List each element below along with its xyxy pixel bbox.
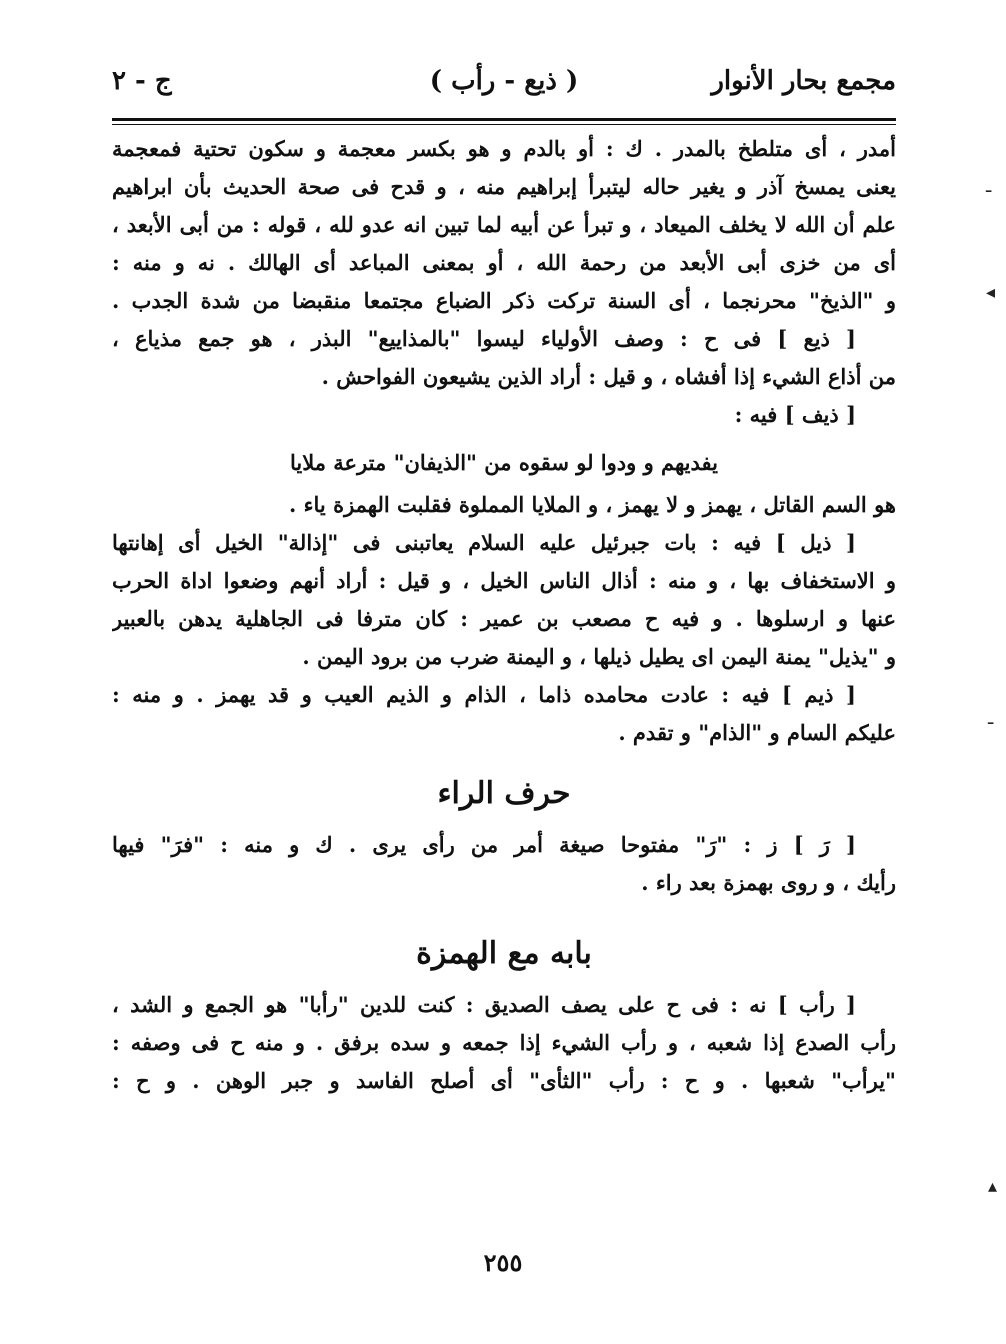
entry-raab-line: رأب الصدع إذا شعبه ، و رأب الشيء إذا جمعه و سده برفق . و منه ح فى وصفه : bbox=[112, 1030, 896, 1055]
entry-dhaym-line: [ ذيم ] فيه : عادت محامده ذاما ، الذام و الذيم العيب و قد يهمز . و منه : bbox=[112, 682, 856, 707]
entry-ra-line: رأيك ، و روى بهمزة بعد راء . bbox=[641, 870, 896, 895]
text-line: علم أن الله لا يخلف الميعاد ، و تبرأ عن أبيه لما تبين انه عدو لله ، قوله : من أبى الأبعد ، bbox=[112, 212, 896, 237]
section-heading-ra: حرف الراء bbox=[437, 776, 571, 811]
margin-mark: ◂ bbox=[986, 282, 996, 303]
entry-dhayf-after: هو السم القاتل ، يهمز و لا يهمز ، و الملايا المملوة فقلبت الهمزة ياء . bbox=[289, 492, 896, 517]
page-body bbox=[112, 130, 896, 1100]
entry-dhayl-line: و "يذيل" يمنة اليمن اى يطيل ذيلها ، و اليمنة ضرب من برود اليمن . bbox=[302, 644, 896, 669]
entry-raab-line: [ رأب ] نه : فى ح على يصف الصديق : كنت للدين "رأبا" هو الجمع و الشد ، bbox=[112, 992, 856, 1017]
entry-dhayi-line: من أذاع الشيء إذا أفشاه ، و قيل : أراد الذين يشيعون الفواحش . bbox=[321, 364, 896, 389]
page-range-title: ( ذيع - رأب ) bbox=[429, 66, 579, 96]
text-line: أمدر ، أى متلطخ بالمدر . ك : أو بالدم و هو بكسر معجمة و سكون تحتية فمعجمة bbox=[112, 136, 896, 161]
margin-mark: ـ bbox=[988, 708, 994, 729]
entry-dhaym-line: عليكم السام و "الذام" و تقدم . bbox=[618, 720, 896, 745]
poem-line: يفديهم و ودوا لو سقوه من "الذيفان" مترعة ملايا bbox=[289, 450, 719, 475]
entry-dhayi-line: [ ذيع ] فى ح : وصف الأولياء ليسوا "بالمذاييع" البذر ، هو جمع مذياع ، bbox=[112, 326, 856, 351]
margin-mark: ▴ bbox=[988, 1176, 998, 1197]
entry-dhayf-line: [ ذيف ] فيه : bbox=[734, 402, 856, 427]
text-line: أى من خزى أبى الأبعد من رحمة الله ، أو بمعنى المباعد أى الهالك . نه و منه : bbox=[112, 250, 896, 275]
page-number: ٢٥٥ bbox=[483, 1248, 523, 1277]
entry-dhayl-line: [ ذيل ] فيه : بات جبرئيل عليه السلام يعاتبنى فى "إذالة" الخيل أى إهانتها bbox=[112, 530, 856, 555]
text-line: و "الذيخ" محرنجما ، أى السنة تركت ذكر الضباع مجتمعا منقبضا من شدة الجدب . bbox=[112, 288, 896, 313]
margin-mark: ـ bbox=[986, 176, 992, 197]
book-title: مجمع بحار الأنوار bbox=[711, 66, 896, 96]
running-header bbox=[112, 66, 896, 106]
text-line: يعنى يمسخ آذر و يغير حاله ليتبرأ إبراهيم منه ، و قدح فى صحة الحديث بأن ابراهيم bbox=[112, 174, 896, 199]
entry-raab-line: "يرأب" شعبها . و ح : رأب "الثأى" أى أصلح الفاسد و جبر الوهن . و ح : bbox=[112, 1068, 896, 1093]
header-rule-thin bbox=[112, 124, 896, 125]
section-heading-baab: بابه مع الهمزة bbox=[416, 936, 592, 971]
entry-dhayl-line: و الاستخفاف بها ، و منه : أذال الناس الخيل ، و قيل : أراد أنهم وضعوا اداة الحرب bbox=[112, 568, 896, 593]
entry-dhayl-line: عنها و ارسلوها . و فيه ح مصعب بن عمير : كان مترفا فى الجاهلية يدهن بالعبير bbox=[112, 606, 896, 631]
entry-ra-line: [ رَ ] ز : "رَ" مفتوحا صيغة أمر من رأى يرى . ك و منه : "فرَ" فيها bbox=[112, 832, 856, 857]
volume-label: ج - ٢ bbox=[112, 66, 172, 96]
header-rule-thick bbox=[112, 118, 896, 121]
